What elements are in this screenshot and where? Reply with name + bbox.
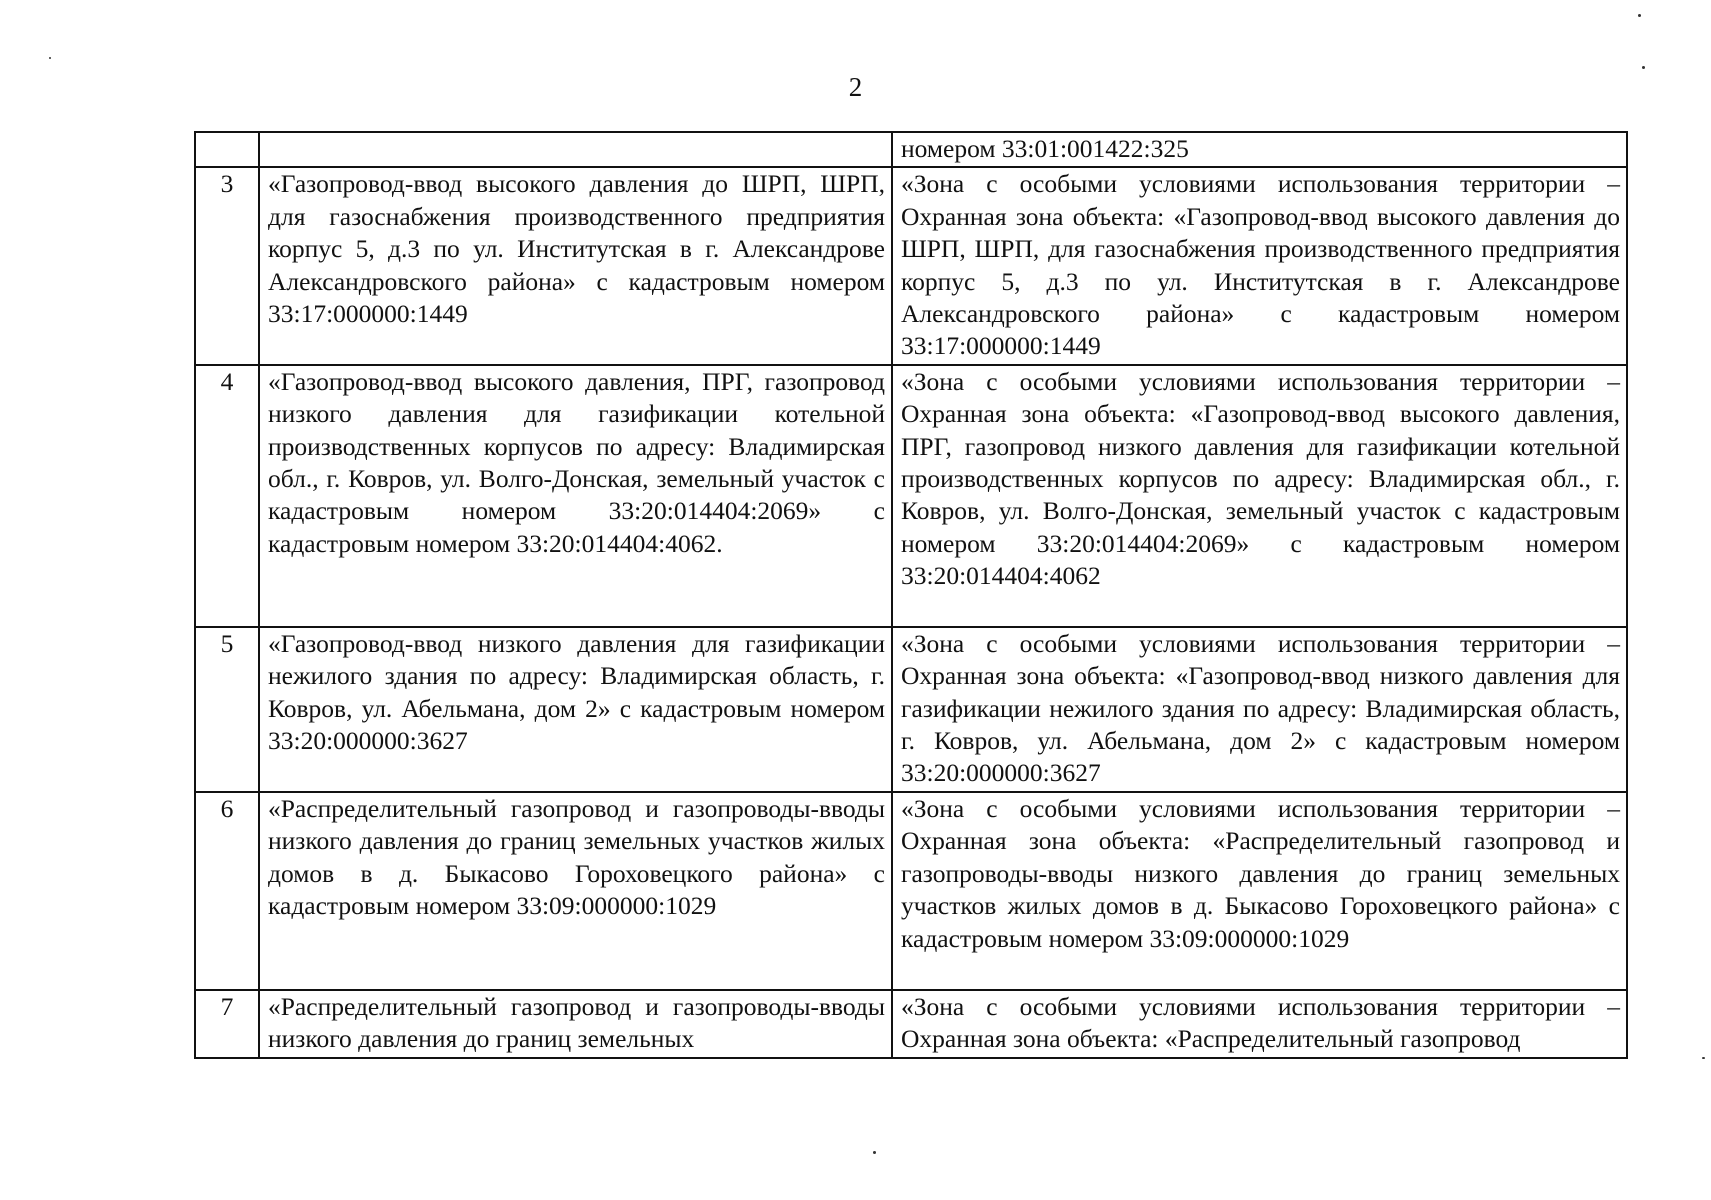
object-cell: «Газопровод-ввод высокого давления, ПРГ, газопровод низкого давления для газификации котельной производственных корпусов по адресу: Владимирская обл., г. Ковров, ул. Волго-Донская, земельный участок с кадастровым номером 33:20:014404:2069» с кадастровым номером 33:20:014404:4062. bbox=[259, 365, 892, 627]
scan-speck bbox=[1642, 66, 1645, 69]
table-row bbox=[195, 990, 1627, 1058]
table-row bbox=[195, 167, 1627, 364]
object-cell bbox=[259, 132, 892, 167]
row-number-cell: 7 bbox=[195, 990, 259, 1058]
object-cell: «Газопровод-ввод низкого давления для газификации нежилого здания по адресу: Владимирская область, г. Ковров, ул. Абельмана, дом 2» с кадастровым номером 33:20:000000:3627 bbox=[259, 627, 892, 792]
object-cell: «Распределительный газопровод и газопроводы-вводы низкого давления до границ земельных bbox=[259, 990, 892, 1058]
zone-cell: «Зона с особыми условиями использования территории – Охранная зона объекта: «Распределительный газопровод и газопроводы-вводы низкого давления до границ земельных участков жилых домов в д. Быкасово Гороховецкого района» с кадастровым номером 33:09:000000:1029 bbox=[892, 792, 1627, 990]
row-number-cell: 3 bbox=[195, 167, 259, 364]
table-row bbox=[195, 627, 1627, 792]
row-number-cell: 5 bbox=[195, 627, 259, 792]
zone-cell: номером 33:01:001422:325 bbox=[892, 132, 1627, 167]
zone-cell: «Зона с особыми условиями использования территории – Охранная зона объекта: «Газопровод-ввод низкого давления для газификации нежилого здания по адресу: Владимирская область, г. Ковров, ул. Абельмана, дом 2» с кадастровым номером 33:20:000000:3627 bbox=[892, 627, 1627, 792]
table-row-continuation bbox=[195, 132, 1627, 167]
scan-speck bbox=[1702, 1057, 1705, 1059]
zone-cell: «Зона с особыми условиями использования территории – Охранная зона объекта: «Газопровод-ввод высокого давления, ПРГ, газопровод низкого давления для газификации котельной производственных корпусов по адресу: Владимирская обл., г. Ковров, ул. Волго-Донская, земельный участок с кадастровым номером 33:20:014404:2069» с кадастровым номером 33:20:014404:4062 bbox=[892, 365, 1627, 627]
zone-cell: «Зона с особыми условиями использования территории – Охранная зона объекта: «Газопровод-ввод высокого давления до ШРП, ШРП, для газоснабжения производственного предприятия корпус 5, д.3 по ул. Институтская в г. Александрове Александровского района» с кадастровым номером 33:17:000000:1449 bbox=[892, 167, 1627, 364]
scan-speck bbox=[873, 1151, 876, 1154]
row-number-cell: 6 bbox=[195, 792, 259, 990]
row-number-cell bbox=[195, 132, 259, 167]
object-cell: «Газопровод-ввод высокого давления до ШРП, ШРП, для газоснабжения производственного предприятия корпус 5, д.3 по ул. Институтская в г. Александрове Александровского района» с кадастровым номером 33:17:000000:1449 bbox=[259, 167, 892, 364]
zone-cell: «Зона с особыми условиями использования территории – Охранная зона объекта: «Распределительный газопровод bbox=[892, 990, 1627, 1058]
zones-table bbox=[194, 131, 1628, 1059]
scan-speck bbox=[1638, 14, 1641, 17]
object-cell: «Распределительный газопровод и газопроводы-вводы низкого давления до границ земельных участков жилых домов в д. Быкасово Гороховецкого района» с кадастровым номером 33:09:000000:1029 bbox=[259, 792, 892, 990]
table-row bbox=[195, 792, 1627, 990]
scan-speck bbox=[49, 57, 51, 59]
page-number: 2 bbox=[848, 72, 863, 102]
row-number-cell: 4 bbox=[195, 365, 259, 627]
table-row bbox=[195, 365, 1627, 627]
